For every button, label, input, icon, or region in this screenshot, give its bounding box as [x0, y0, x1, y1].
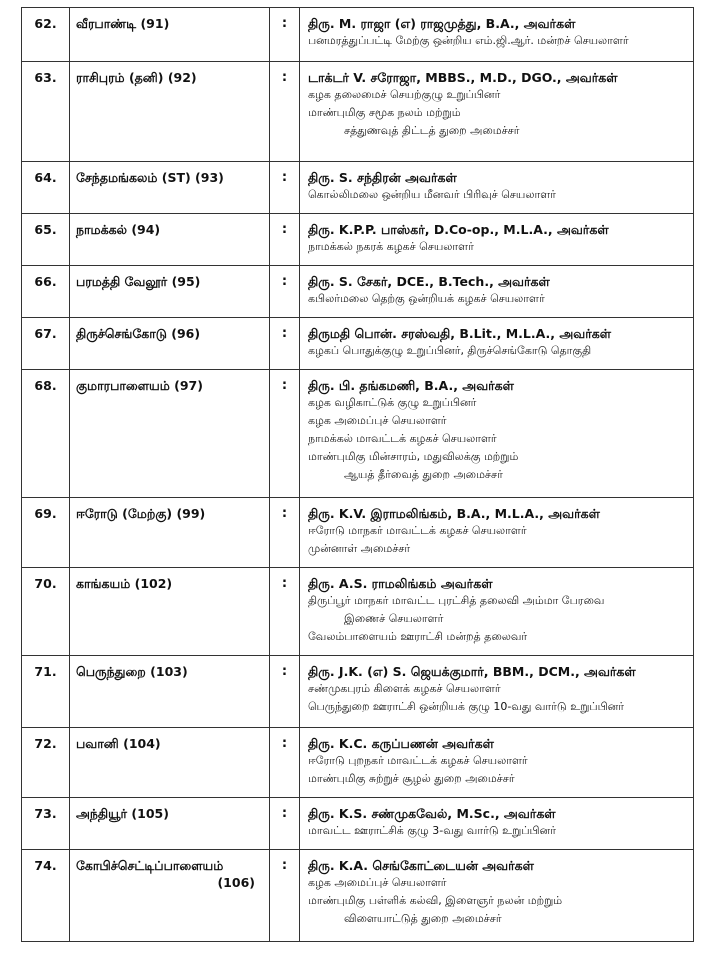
table-row: [22, 162, 694, 214]
row-number: 74.: [22, 850, 70, 942]
row-number: 72.: [22, 728, 70, 798]
candidate-role: கழக அமைப்புச் செயலாளர்: [308, 414, 447, 427]
candidate-role: பெருந்துறை ஊராட்சி ஒன்றியக் குழு 10-வது வார்டு உறுப்பினர்: [308, 700, 625, 713]
candidate-role: வேலம்பாளையம் ஊராட்சி மன்றத் தலைவர்: [308, 630, 528, 643]
candidate-role: விளையாட்டுத் துறை அமைச்சர்: [344, 912, 502, 925]
table-row: [22, 266, 694, 318]
candidate-name: திரு. A.S. ராமலிங்கம் அவர்கள்: [308, 576, 493, 591]
row-number: 70.: [22, 568, 70, 656]
candidate-table: [21, 7, 694, 942]
constituency: ராசிபுரம் (தனி) (92): [70, 62, 270, 162]
row-number: 63.: [22, 62, 70, 162]
constituency: அந்தியூர் (105): [70, 798, 270, 850]
constituency: குமாரபாளையம் (97): [70, 370, 270, 498]
row-number: 65.: [22, 214, 70, 266]
candidate-cell: [300, 318, 694, 370]
candidate-role: கழகப் பொதுக்குழு உறுப்பினர், திருச்செங்கோடு தொகுதி: [308, 344, 592, 357]
constituency: திருச்செங்கோடு (96): [70, 318, 270, 370]
candidate-role: கழக வழிகாட்டுக் குழு உறுப்பினர்: [308, 396, 477, 409]
candidate-role: ஈரோடு புறநகர் மாவட்டக் கழகச் செயலாளர்: [308, 754, 528, 767]
candidate-name: திரு. M. ராஜா (எ) ராஜமுத்து, B.A., அவர்கள்: [308, 16, 576, 31]
candidate-role: முன்னாள் அமைச்சர்: [308, 542, 411, 555]
separator-colon: :: [270, 266, 300, 318]
constituency: சேந்தமங்கலம் (ST) (93): [70, 162, 270, 214]
table-row: [22, 728, 694, 798]
constituency-line: கோபிச்செட்டிப்பாளையம்: [76, 858, 224, 873]
constituency: பெருந்துறை (103): [70, 656, 270, 728]
constituency: காங்கயம் (102): [70, 568, 270, 656]
candidate-cell: [300, 8, 694, 62]
row-number: 68.: [22, 370, 70, 498]
candidate-cell: [300, 62, 694, 162]
constituency-number: (106): [217, 875, 255, 890]
table-row: [22, 214, 694, 266]
candidate-name: திரு. பி. தங்கமணி, B.A., அவர்கள்: [308, 378, 514, 393]
candidate-role: மாண்புமிகு சுற்றுச் சூழல் துறை அமைச்சர்: [308, 772, 515, 785]
table-row: [22, 656, 694, 728]
candidate-role: மாவட்ட ஊராட்சிக் குழு 3-வது வார்டு உறுப்பினர்: [308, 824, 556, 837]
candidate-name: திரு. K.A. செங்கோட்டையன் அவர்கள்: [308, 858, 534, 873]
candidate-cell: [300, 798, 694, 850]
separator-colon: :: [270, 656, 300, 728]
candidate-role: பனமரத்துப்பட்டி மேற்கு ஒன்றிய எம்.ஜி.ஆர். மன்றச் செயலாளர்: [308, 34, 629, 47]
candidate-role: சண்முகபுரம் கிளைக் கழகச் செயலாளர்: [308, 682, 501, 695]
candidate-cell: [300, 728, 694, 798]
candidate-role: கொல்லிமலை ஒன்றிய மீனவர் பிரிவுச் செயலாளர்: [308, 188, 556, 201]
separator-colon: :: [270, 162, 300, 214]
candidate-role: நாமக்கல் மாவட்டக் கழகச் செயலாளர்: [308, 432, 497, 445]
separator-colon: :: [270, 798, 300, 850]
candidate-role: மாண்புமிகு சமூக நலம் மற்றும்: [308, 106, 461, 119]
candidate-cell: [300, 214, 694, 266]
candidate-role: ஈரோடு மாநகர் மாவட்டக் கழகச் செயலாளர்: [308, 524, 527, 537]
separator-colon: :: [270, 214, 300, 266]
candidate-cell: [300, 498, 694, 568]
table-row: [22, 850, 694, 942]
candidate-role: கழக தலைமைச் செயற்குழு உறுப்பினர்: [308, 88, 501, 101]
candidate-role: மாண்புமிகு மின்சாரம், மதுவிலக்கு மற்றும்: [308, 450, 519, 463]
candidate-role: மாண்புமிகு பள்ளிக் கல்வி, இளைஞர் நலன் மற்றும்: [308, 894, 563, 907]
candidate-cell: [300, 850, 694, 942]
separator-colon: :: [270, 568, 300, 656]
table-row: [22, 370, 694, 498]
candidate-role: கழக அமைப்புச் செயலாளர்: [308, 876, 447, 889]
row-number: 69.: [22, 498, 70, 568]
row-number: 66.: [22, 266, 70, 318]
candidate-name: திரு. K.P.P. பாஸ்கர், D.Co-op., M.L.A., அவர்கள்: [308, 222, 609, 237]
constituency: நாமக்கல் (94): [70, 214, 270, 266]
candidate-role: கபிலர்மலை தெற்கு ஒன்றியக் கழகச் செயலாளர்: [308, 292, 545, 305]
separator-colon: :: [270, 318, 300, 370]
separator-colon: :: [270, 62, 300, 162]
candidate-name: திரு. J.K. (எ) S. ஜெயக்குமார், BBM., DCM., அவர்கள்: [308, 664, 636, 679]
candidate-role: இணைச் செயலாளர்: [344, 612, 444, 625]
table-row: [22, 798, 694, 850]
candidate-name: திருமதி பொன். சரஸ்வதி, B.Lit., M.L.A., அவர்கள்: [308, 326, 612, 341]
constituency: பரமத்தி வேலூர் (95): [70, 266, 270, 318]
row-number: 73.: [22, 798, 70, 850]
separator-colon: :: [270, 728, 300, 798]
row-number: 71.: [22, 656, 70, 728]
candidate-cell: [300, 370, 694, 498]
candidate-name: திரு. S. சேகர், DCE., B.Tech., அவர்கள்: [308, 274, 550, 289]
candidate-role: ஆயத் தீர்வைத் துறை அமைச்சர்: [344, 468, 503, 481]
constituency: ஈரோடு (மேற்கு) (99): [70, 498, 270, 568]
candidate-name: திரு. K.C. கருப்பணன் அவர்கள்: [308, 736, 494, 751]
candidate-name: திரு. K.V. இராமலிங்கம், B.A., M.L.A., அவர்கள்: [308, 506, 600, 521]
separator-colon: :: [270, 8, 300, 62]
table-row: [22, 62, 694, 162]
candidate-role: நாமக்கல் நகரக் கழகச் செயலாளர்: [308, 240, 474, 253]
table-row: [22, 568, 694, 656]
separator-colon: :: [270, 498, 300, 568]
row-number: 67.: [22, 318, 70, 370]
candidate-role: சத்துணவுத் திட்டத் துறை அமைச்சர்: [344, 124, 520, 137]
candidate-cell: [300, 656, 694, 728]
candidate-cell: [300, 568, 694, 656]
candidate-name: டாக்டர் V. சரோஜா, MBBS., M.D., DGO., அவர்கள்: [308, 70, 618, 85]
separator-colon: :: [270, 850, 300, 942]
row-number: 62.: [22, 8, 70, 62]
table-row: [22, 318, 694, 370]
candidate-cell: [300, 162, 694, 214]
candidate-cell: [300, 266, 694, 318]
table-row: [22, 8, 694, 62]
table-row: [22, 498, 694, 568]
candidate-role: திருப்பூர் மாநகர் மாவட்ட புரட்சித் தலைவி அம்மா பேரவை: [308, 594, 605, 607]
candidate-name: திரு. K.S. சண்முகவேல், M.Sc., அவர்கள்: [308, 806, 556, 821]
constituency: வீரபாண்டி (91): [70, 8, 270, 62]
candidate-name: திரு. S. சந்திரன் அவர்கள்: [308, 170, 457, 185]
constituency: பவானி (104): [70, 728, 270, 798]
constituency: [70, 850, 270, 942]
row-number: 64.: [22, 162, 70, 214]
separator-colon: :: [270, 370, 300, 498]
